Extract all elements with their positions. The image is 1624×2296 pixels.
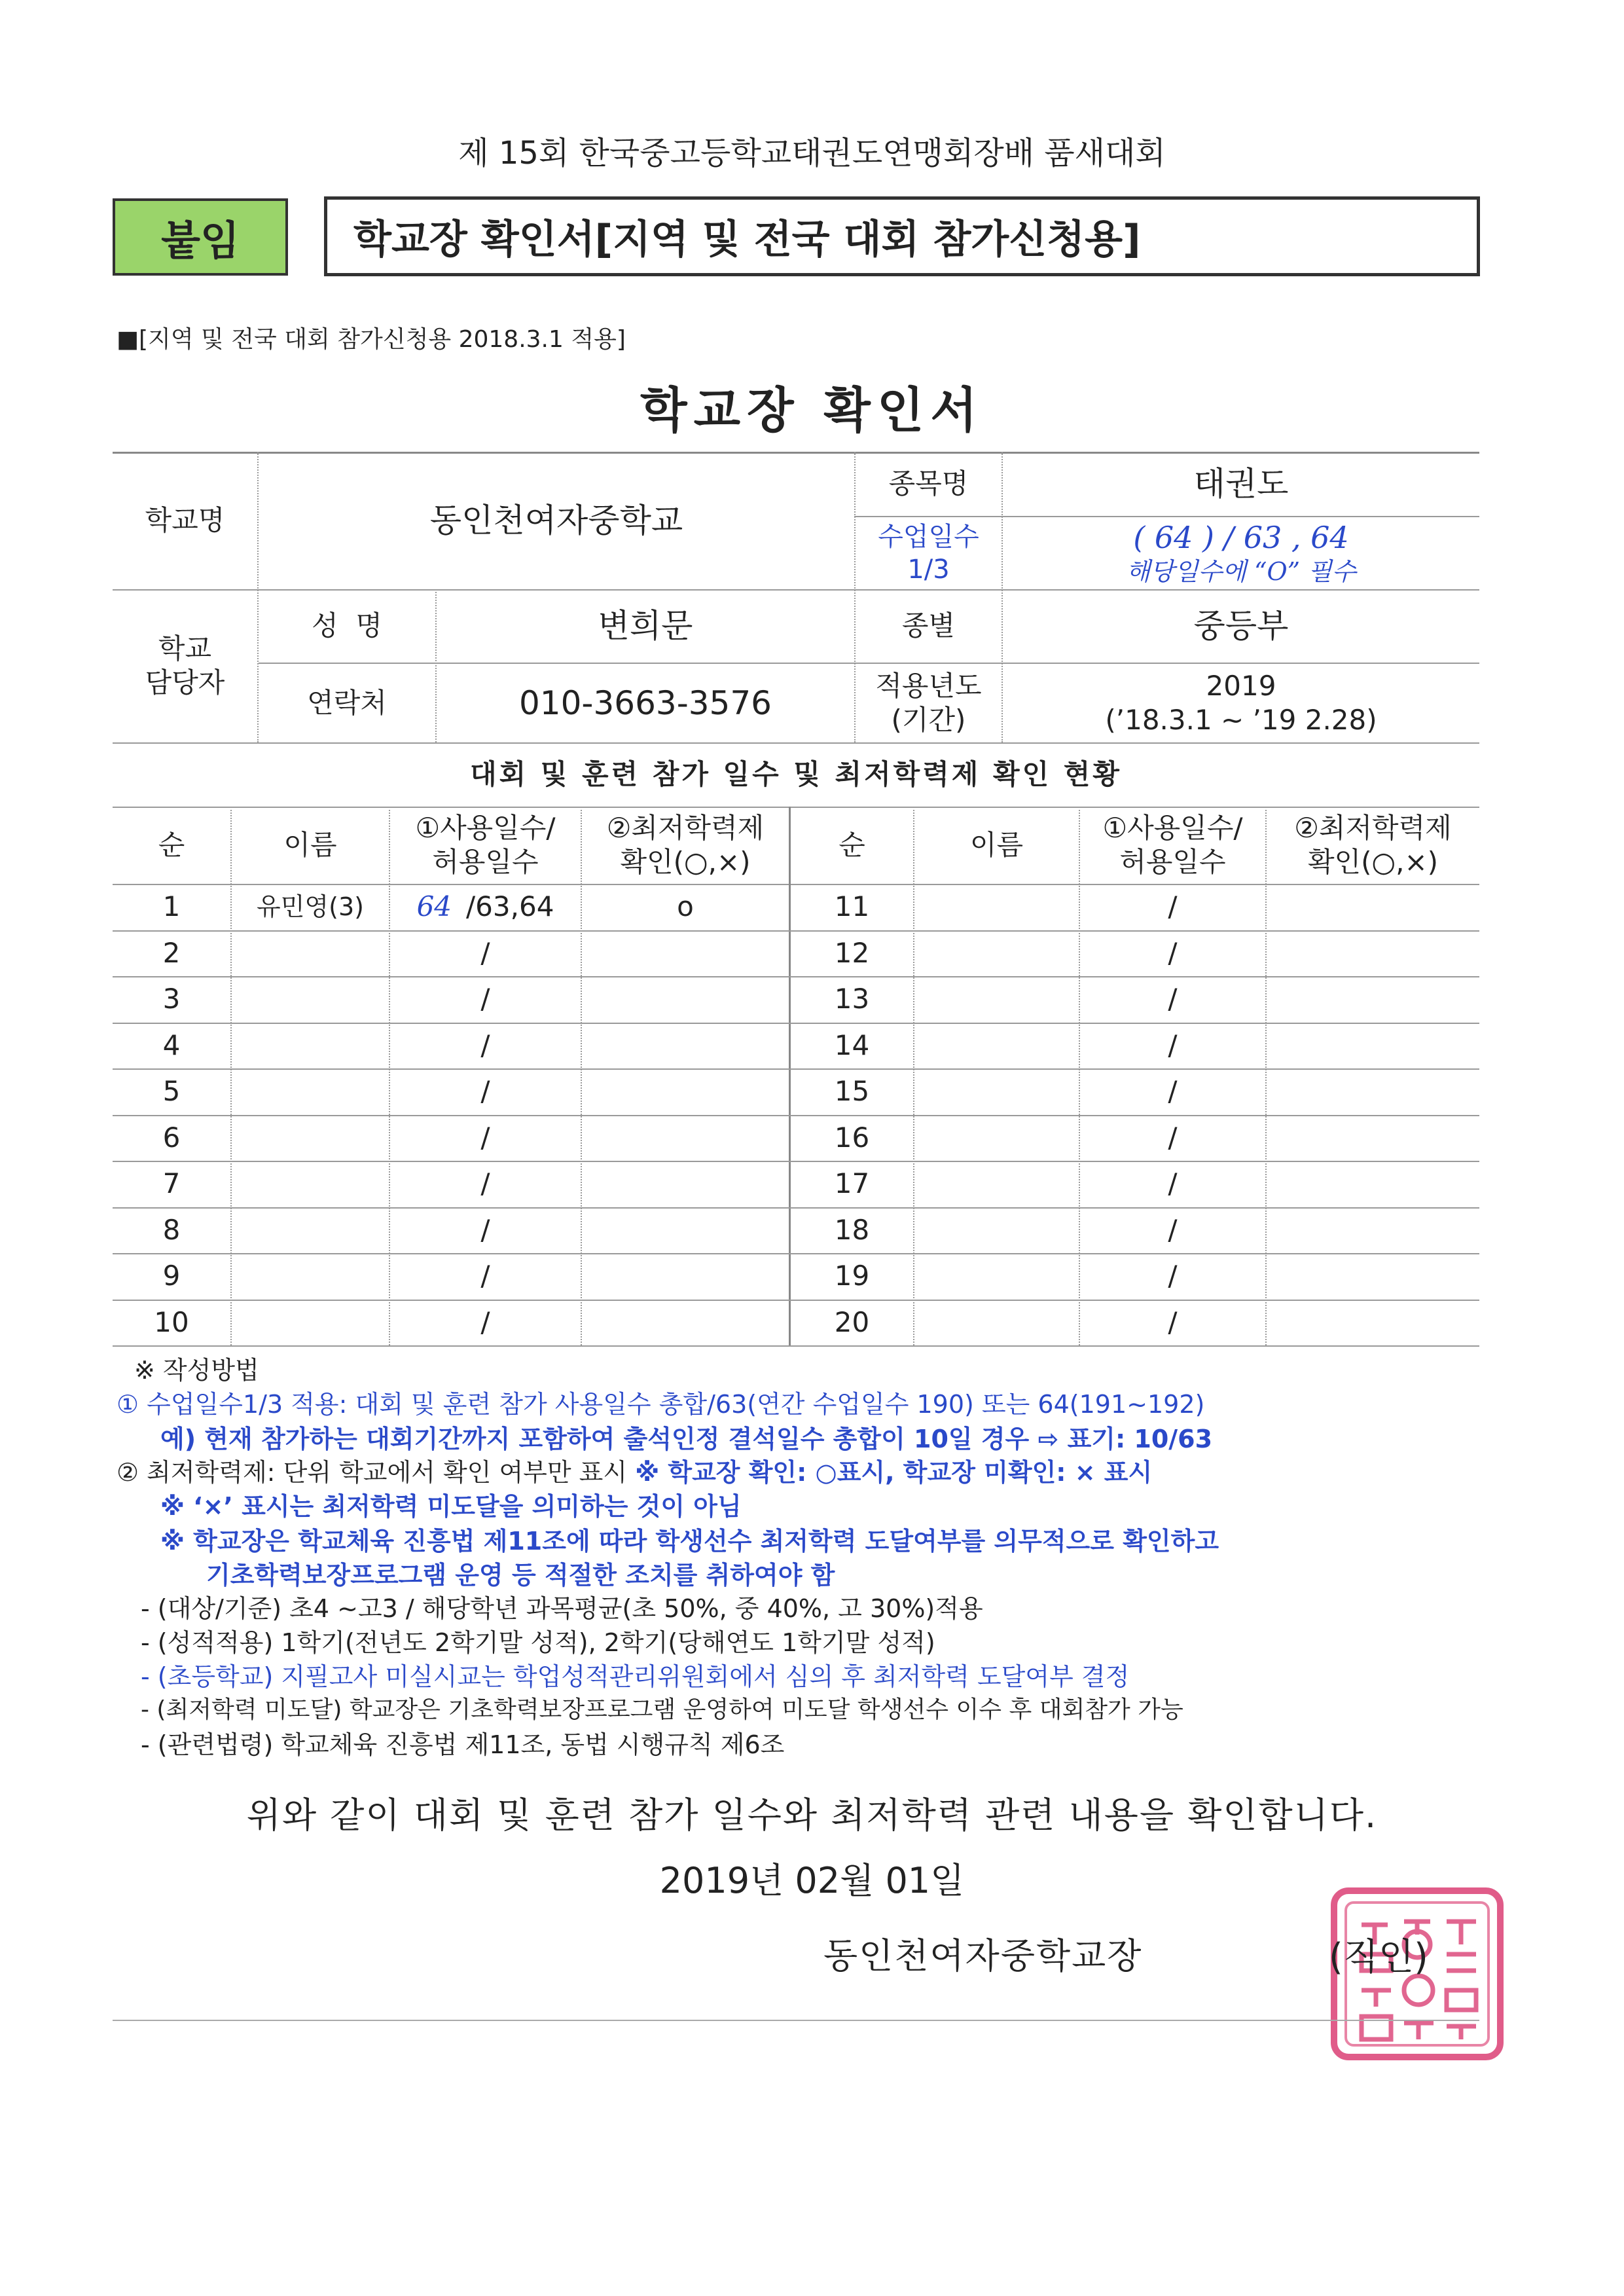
- left-row-no: 8: [162, 1213, 181, 1246]
- section-title: 대회 및 훈련 참가 일수 및 최저학력제 확인 현황: [470, 757, 1122, 790]
- col-check-right-line2: 확인(○,×): [1307, 846, 1439, 878]
- instruction-line-3b: ※ 학교장 확인: ○표시, 학교장 미확인: × 표시: [635, 1458, 1153, 1487]
- col-check-left-line1: ②최저학력제: [606, 811, 765, 844]
- right-row-no: 16: [834, 1121, 870, 1154]
- instruction-line-4: ※ ‘×’ 표시는 최저학력 미도달을 의미하는 것이 아님: [160, 1492, 742, 1521]
- class-days-value: [1003, 517, 1479, 589]
- sport-label: 종목명: [888, 467, 969, 500]
- col-days-right-line2: 허용일수: [1119, 846, 1226, 878]
- left-row-days: /: [480, 1075, 490, 1107]
- instruction-line-8: - (성적적용) 1학기(전년도 2학기말 성적), 2학기(당해연도 1학기말 성적): [141, 1628, 935, 1657]
- col-days-right-line1: ①사용일수/: [1102, 811, 1243, 844]
- col-no-left: 순: [158, 828, 185, 861]
- bottom-rule: [113, 2020, 1479, 2021]
- school-name-label: 학교명: [145, 503, 225, 536]
- right-row-days: /: [1168, 1167, 1178, 1199]
- year-value: [1003, 664, 1479, 742]
- right-row-no: 17: [834, 1167, 870, 1199]
- instructions-heading: ※ 작성방법: [134, 1356, 259, 1385]
- attachment-badge: 붙임: [113, 198, 288, 276]
- left-row-days: /: [480, 1029, 490, 1061]
- year-value-line1: 2019: [1206, 669, 1276, 702]
- left-row-days: /: [480, 936, 490, 969]
- col-check-left: [582, 807, 789, 884]
- form-title: 학교장 확인서: [640, 382, 984, 439]
- right-row-no: 18: [834, 1213, 870, 1246]
- col-days-left-line2: 허용일수: [432, 846, 539, 878]
- sport-value: 태권도: [1193, 464, 1289, 503]
- left-row-days: /: [480, 1305, 490, 1338]
- left-row-no: 2: [162, 936, 181, 969]
- year-label: [856, 664, 1001, 742]
- event-title: 제 15회 한국중고등학교태권도연맹회장배 품새대회: [458, 135, 1166, 172]
- instruction-line-6: 기초학력보장프로그램 운영 등 적절한 조치를 취하여야 함: [206, 1561, 835, 1590]
- left-row-days: /: [480, 1260, 490, 1292]
- col-check-right: [1267, 807, 1479, 884]
- right-row-days: /: [1168, 1260, 1178, 1292]
- right-row-no: 19: [834, 1260, 870, 1292]
- col-name-right: 이름: [969, 828, 1024, 861]
- right-row-days: /: [1168, 983, 1178, 1015]
- left-row-days: /: [480, 1213, 490, 1246]
- left-row-no: 9: [162, 1260, 181, 1292]
- right-row-days: /: [1168, 1305, 1178, 1338]
- contact-label: 연락처: [307, 686, 387, 719]
- year-value-line2: (’18.3.1 ~ ’19 2.28): [1105, 704, 1377, 736]
- usage-note: ■[지역 및 전국 대회 참가신청용 2018.3.1 적용]: [117, 326, 626, 353]
- instruction-line-9: - (초등학교) 지필고사 미실시교는 학업성적관리위원회에서 심의 후 최저학력 도달여부 결정: [141, 1662, 1130, 1691]
- manager-label-line2: 담당자: [145, 666, 225, 699]
- school-name-value: 동인천여자중학교: [429, 501, 683, 539]
- col-check-right-line1: ②최저학력제: [1294, 811, 1452, 844]
- person-name-label: 성 명: [312, 609, 382, 642]
- contact-value: 010-3663-3576: [518, 683, 772, 722]
- left-row-days-value: /63,64: [466, 890, 554, 922]
- instruction-line-3a: ② 최저학력제: 단위 학교에서 확인 여부만 표시: [117, 1458, 628, 1487]
- class-days-label-line2: 1/3: [907, 555, 950, 585]
- right-row-days: /: [1168, 1213, 1178, 1246]
- instruction-line-1: ① 수업일수1/3 적용: 대회 및 훈련 참가 사용일수 총합/63(연간 수업일수 190) 또는 64(191~192): [117, 1390, 1205, 1419]
- left-row-days: /: [480, 1167, 490, 1199]
- right-row-no: 13: [834, 983, 870, 1015]
- col-days-left: [390, 807, 581, 884]
- manager-label: [113, 589, 257, 742]
- right-row-no: 14: [834, 1029, 870, 1061]
- instruction-line-2: 예) 현재 참가하는 대회기간까지 포함하여 출석인정 결석일수 총합이 10일 경우 ⇨ 표기: 10/63: [160, 1425, 1213, 1453]
- division-label: 종별: [901, 609, 956, 642]
- col-days-left-line1: ①사용일수/: [415, 811, 556, 844]
- manager-label-line1: 학교: [158, 632, 212, 665]
- instruction-line-5: ※ 학교장은 학교체육 진흥법 제11조에 따라 학생선수 최저학력 도달여부를 의무적으로 확인하고: [160, 1527, 1219, 1556]
- class-days-label: [856, 517, 1001, 589]
- col-name-left: 이름: [283, 828, 337, 861]
- class-days-value-line2: 해당일수에 “O” 필수: [1126, 557, 1356, 586]
- document-heading: 학교장 확인서[지역 및 전국 대회 참가신청용]: [324, 196, 1480, 276]
- left-row-name: 유민영(3): [257, 892, 364, 921]
- right-row-no: 20: [834, 1305, 870, 1338]
- instruction-line-11: - (관련법령) 학교체육 진흥법 제11조, 동법 시행규칙 제6조: [141, 1730, 785, 1759]
- confirmation-statement: 위와 같이 대회 및 훈련 참가 일수와 최저학력 관련 내용을 확인합니다.: [246, 1795, 1378, 1836]
- left-row-no: 5: [162, 1075, 181, 1107]
- right-row-days: /: [1168, 936, 1178, 969]
- seal-label: (직인): [1329, 1936, 1428, 1978]
- left-row-check: o: [677, 890, 694, 922]
- instruction-line-3: [117, 1460, 1152, 1485]
- right-row-days: /: [1168, 1029, 1178, 1061]
- left-row-no: 7: [162, 1167, 181, 1199]
- division-value: 중등부: [1193, 606, 1289, 645]
- col-check-left-line2: 확인(○,×): [620, 846, 751, 878]
- col-no-right: 순: [839, 828, 865, 861]
- class-days-value-line1: ( 64 ) / 63 , 64: [1133, 519, 1349, 555]
- right-row-days: /: [1168, 1075, 1178, 1107]
- left-row-days: [390, 884, 581, 930]
- left-row-days: /: [480, 1121, 490, 1154]
- left-row-no: 4: [162, 1029, 181, 1061]
- class-days-label-line1: 수업일수: [878, 522, 979, 552]
- col-days-right: [1080, 807, 1265, 884]
- instruction-line-7: - (대상/기준) 초4 ~고3 / 해당학년 과목평균(초 50%, 중 40%, 고 30%)적용: [141, 1594, 983, 1623]
- right-row-no: 12: [834, 936, 870, 969]
- left-row-days: /: [480, 983, 490, 1015]
- signature-date: 2019년 02월 01일: [659, 1860, 965, 1901]
- person-name-value: 변희문: [598, 606, 693, 645]
- left-row-no: 3: [162, 983, 181, 1015]
- right-row-days: /: [1168, 1121, 1178, 1154]
- instruction-line-10: - (최저학력 미도달) 학교장은 기초학력보장프로그램 운영하여 미도달 학생선수 이수 후 대회참가 가능: [141, 1696, 1183, 1723]
- year-label-line2: (기간): [891, 704, 966, 736]
- left-row-no: 1: [162, 890, 181, 922]
- right-row-no: 15: [834, 1075, 870, 1107]
- left-row-used-handwritten: 64: [416, 890, 452, 922]
- year-label-line1: 적용년도: [875, 669, 982, 702]
- left-row-no: 10: [154, 1305, 189, 1338]
- right-row-days: /: [1168, 890, 1178, 922]
- right-row-no: 11: [834, 890, 870, 922]
- left-row-no: 6: [162, 1121, 181, 1154]
- principal-signature: 동인천여자중학교장: [823, 1935, 1143, 1977]
